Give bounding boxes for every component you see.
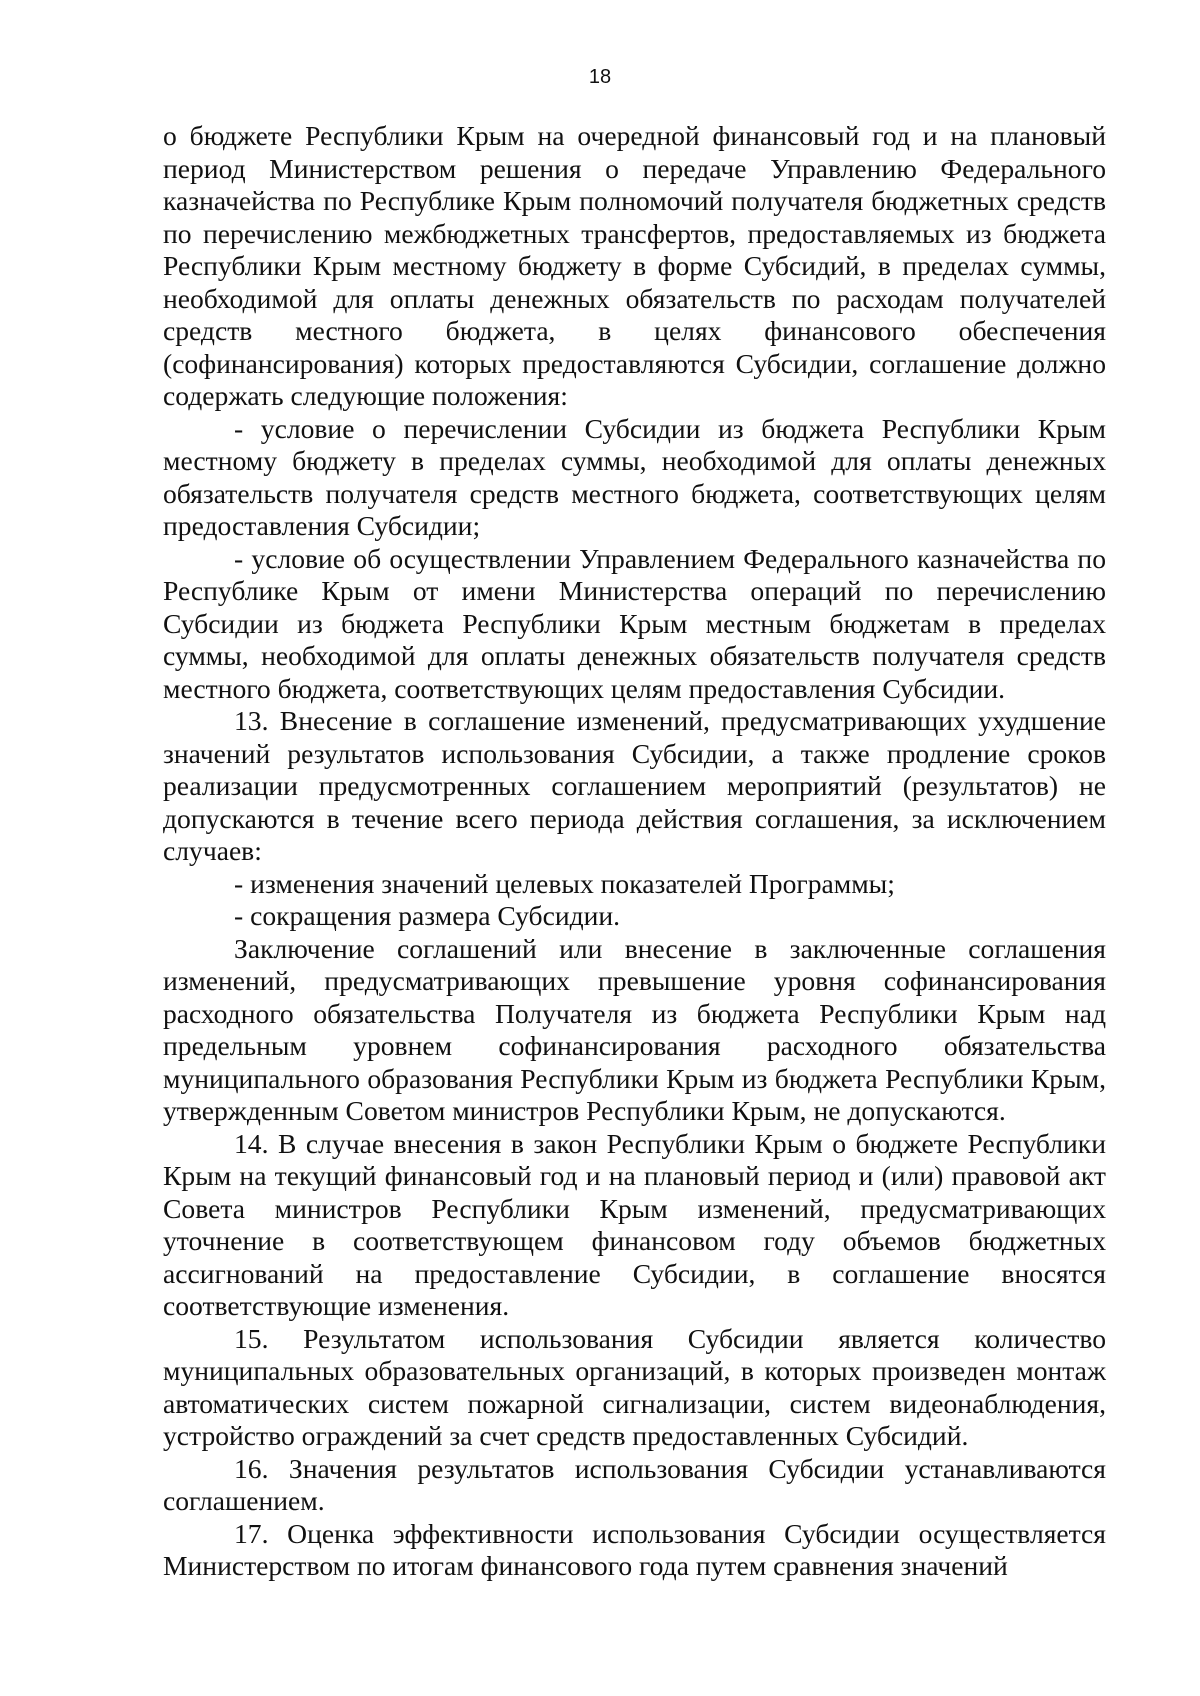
page-number: 18 — [588, 66, 612, 88]
paragraph-item-14: 14. В случае внесения в закон Республики Крым о бюджете Республики Крым на текущий финансовый год и на плановый период и (или) правовой акт Совета министров Республики Крым изменений, предусматривающих уточнение в соответствующем финансовом году объемов бюджетных ассигнований на предоставление Субсидии, в соглашение вносятся соответствующие изменения. — [163, 1127, 1106, 1321]
paragraph-item-17: 17. Оценка эффективности использования Субсидии осуществляется Министерством по итогам финансового года путем сравнения значений — [163, 1517, 1106, 1581]
paragraph-exception-indicators: - изменения значений целевых показателей Программы; — [234, 867, 895, 899]
paragraph-item-16: 16. Значения результатов использования Субсидии устанавливаются соглашением. — [163, 1452, 1106, 1516]
paragraph-cofinancing-limit: Заключение соглашений или внесение в заключенные соглашения изменений, предусматривающих превышение уровня софинансирования расходного обязательства Получателя из бюджета Республики Крым над предельным уровнем софинансирования расходного обязательства муниципального образования Республики Крым из бюджета Республики Крым, утвержденным Советом министров Республики Крым, не допускаются. — [163, 932, 1106, 1126]
paragraph-item-15: 15. Результатом использования Субсидии является количество муниципальных образовательных организаций, в которых произведен монтаж автоматических систем пожарной сигнализации, систем видеонаблюдения, устройство ограждений за счет средств предоставленных Субсидий. — [163, 1322, 1106, 1451]
document-body — [163, 120, 1106, 1583]
paragraph-item-13: 13. Внесение в соглашение изменений, предусматривающих ухудшение значений результатов использования Субсидии, а также продление сроков реализации предусмотренных соглашением мероприятий (результатов) не допускаются в течение всего периода действия соглашения, за исключением случаев: — [163, 705, 1106, 866]
paragraph-budget-decision: о бюджете Республики Крым на очередной финансовый год и на плановый период Министерством решения о передаче Управлению Федерального казначейства по Республике Крым полномочий получателя бюджетных средств по перечислению межбюджетных трансфертов, предоставляемых из бюджета Республики Крым местному бюджету в форме Субсидий, в пределах суммы, необходимой для оплаты денежных обязательств по расходам получателей средств местного бюджета, в целях финансового обеспечения (софинансирования) которых предоставляются Субсидии, соглашение должно содержать следующие положения: — [163, 120, 1106, 411]
paragraph-condition-transfer: - условие о перечислении Субсидии из бюджета Республики Крым местному бюджету в пределах суммы, необходимой для оплаты денежных обязательств получателя средств местного бюджета, соответствующих целям предоставления Субсидии; — [163, 412, 1106, 541]
paragraph-condition-treasury: - условие об осуществлении Управлением Федерального казначейства по Республике Крым от имени Министерства операций по перечислению Субсидии из бюджета Республики Крым местным бюджетам в пределах суммы, необходимой для оплаты денежных обязательств получателя средств местного бюджета, соответствующих целям предоставления Субсидии. — [163, 542, 1106, 704]
paragraph-exception-reduction: - сокращения размера Субсидии. — [234, 900, 621, 931]
